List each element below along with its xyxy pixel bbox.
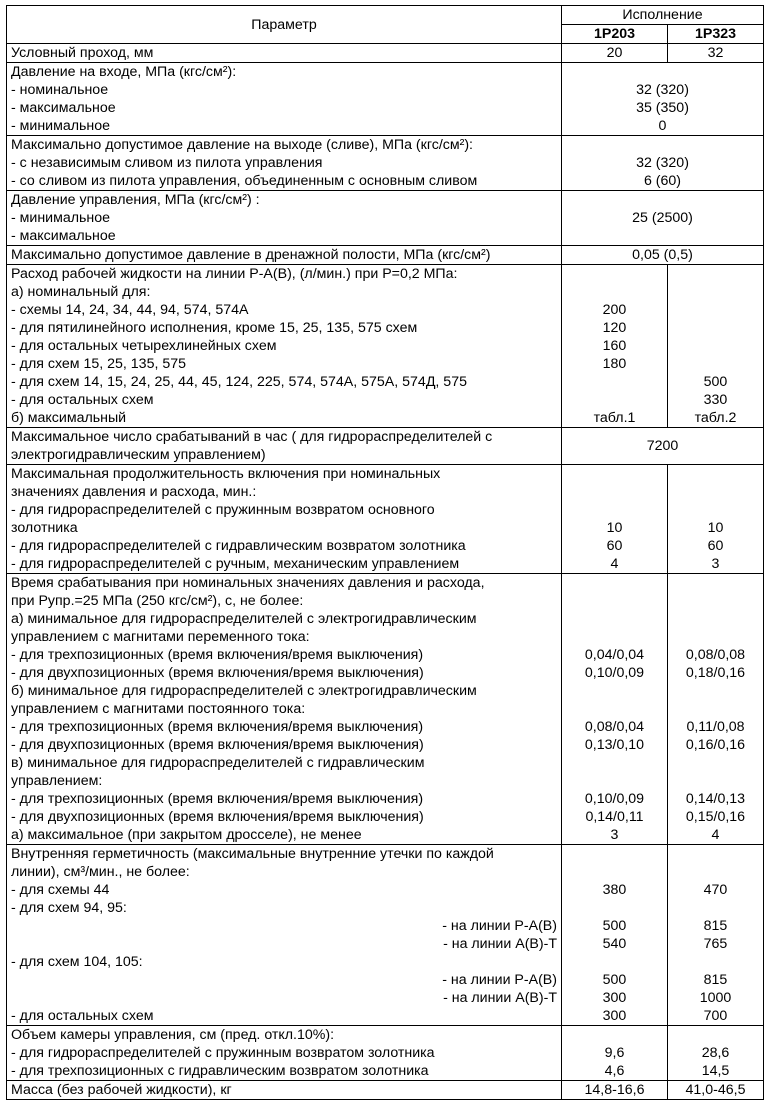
leakage-value: 540 <box>602 936 627 952</box>
duration-line: - для гидрораспределителей с пружинным возвратом основного <box>11 502 435 518</box>
duration-v1 <box>562 465 668 574</box>
duration-value <box>672 501 759 519</box>
inlet-pressure-label <box>7 63 562 136</box>
flow-value <box>566 265 663 283</box>
flow-v2 <box>668 265 764 428</box>
row-nominal-bore <box>7 44 764 63</box>
leakage-value <box>672 863 759 881</box>
outlet-value: 32 (320) <box>636 155 689 171</box>
inlet-pressure-title: Давление на входе, МПа (кгс/см²): <box>11 64 237 80</box>
flow-line: - для остальных схем <box>11 392 154 408</box>
leakage-line: - на линии А(В)-Т <box>443 936 557 952</box>
nominal-bore-v1: 20 <box>562 44 668 63</box>
row-chamber <box>7 1026 764 1081</box>
chamber-line: - для трехпозиционных с гидравлическим возвратом золотника <box>11 1063 429 1079</box>
leakage-value <box>566 899 663 917</box>
row-response-time <box>7 574 764 845</box>
outlet-value: 6 (60) <box>643 173 682 189</box>
duration-value <box>672 465 759 483</box>
response-line: управлением с магнитами переменного тока: <box>11 629 310 645</box>
outlet-pressure-label <box>7 136 562 191</box>
leakage-value: 470 <box>703 882 728 898</box>
response-time-label <box>7 574 562 845</box>
mass-label: Масса (без рабочей жидкости), кг <box>7 1081 562 1100</box>
flow-value <box>566 373 663 391</box>
response-value <box>566 574 663 592</box>
response-value <box>672 628 759 646</box>
response-value: 0,04/0,04 <box>584 647 645 663</box>
duration-value: 10 <box>606 520 623 536</box>
chamber-line: - для гидрораспределителей с пружинным возвратом золотника <box>11 1045 435 1061</box>
leakage-value: 815 <box>703 918 728 934</box>
response-value <box>672 772 759 790</box>
leakage-value: 500 <box>602 972 627 988</box>
response-value <box>672 592 759 610</box>
row-mass <box>7 1081 764 1100</box>
response-value <box>566 592 663 610</box>
response-value <box>566 610 663 628</box>
row-switch-count <box>7 428 764 465</box>
response-line: при Рупр.=25 МПа (250 кгс/см²), с, не более: <box>11 593 304 609</box>
nominal-bore-label: Условный проход, мм <box>7 44 562 63</box>
leakage-value <box>566 863 663 881</box>
chamber-v1 <box>562 1026 668 1081</box>
response-value: 0,11/0,08 <box>686 719 745 735</box>
inlet-item: - минимальное <box>11 118 111 134</box>
duration-value <box>672 483 759 501</box>
flow-label <box>7 265 562 428</box>
chamber-value: 9,6 <box>604 1045 625 1061</box>
inlet-value: 35 (350) <box>636 100 689 116</box>
response-line: Время срабатывания при номинальных значениях давления и расхода, <box>11 575 485 591</box>
flow-line: - схемы 14, 24, 34, 44, 94, 574, 574А <box>11 302 249 318</box>
leakage-line: - для схем 104, 105: <box>11 954 143 970</box>
leakage-value <box>566 953 663 971</box>
response-value: 0,08/0,04 <box>584 719 645 735</box>
flow-value: 200 <box>602 302 627 318</box>
response-value: 0,10/0,09 <box>584 791 645 807</box>
duration-value: 10 <box>707 520 724 536</box>
leakage-value: 765 <box>703 936 728 952</box>
inlet-item: - номинальное <box>11 82 109 98</box>
mass-v1: 14,8-16,6 <box>562 1081 668 1100</box>
duration-value <box>566 483 663 501</box>
outlet-pressure-values <box>562 136 764 191</box>
flow-value <box>672 301 759 319</box>
response-value: 0,14/0,13 <box>685 791 746 807</box>
duration-value: 4 <box>610 556 619 572</box>
duration-value: 3 <box>711 556 720 572</box>
outlet-item: - с независимым сливом из пилота управления <box>11 155 323 171</box>
leakage-line: линии), см³/мин., не более: <box>11 864 190 880</box>
response-value <box>566 628 663 646</box>
chamber-value: 14,5 <box>701 1063 730 1079</box>
flow-value: 500 <box>703 374 728 390</box>
row-control-pressure <box>7 191 764 246</box>
control-pressure-title: Давление управления, МПа (кгс/см²) : <box>11 192 260 208</box>
response-value <box>566 772 663 790</box>
flow-value <box>566 391 663 409</box>
response-value <box>672 610 759 628</box>
response-value <box>566 700 663 718</box>
flow-value: 330 <box>703 392 728 408</box>
leakage-value: 700 <box>703 1008 728 1024</box>
flow-value <box>672 355 759 373</box>
control-pressure-label <box>7 191 562 246</box>
duration-v2 <box>668 465 764 574</box>
leakage-label <box>7 845 562 1026</box>
duration-value: 60 <box>707 538 724 554</box>
switch-count-value: 7200 <box>562 428 764 465</box>
leakage-value: 300 <box>602 1008 627 1024</box>
flow-line: а) номинальный для: <box>11 284 151 300</box>
response-line: - для двухпозиционных (время включения/время выключения) <box>11 737 424 753</box>
flow-line: - для пятилинейного исполнения, кроме 15, 25, 135, 575 схем <box>11 320 418 336</box>
chamber-label <box>7 1026 562 1081</box>
flow-value: 180 <box>602 356 627 372</box>
model-1: 1Р203 <box>562 25 668 44</box>
response-line: управлением: <box>11 773 103 789</box>
flow-line: б) максимальный <box>11 410 127 426</box>
response-value: 3 <box>610 827 619 843</box>
response-value <box>672 754 759 772</box>
row-leakage <box>7 845 764 1026</box>
response-line: - для двухпозиционных (время включения/время выключения) <box>11 809 424 825</box>
leakage-line: - на линии Р-А(В) <box>442 972 557 988</box>
flow-value <box>672 265 759 283</box>
response-line: управлением с магнитами постоянного тока: <box>11 701 306 717</box>
flow-value: табл.1 <box>593 410 636 426</box>
chamber-value <box>672 1026 759 1044</box>
inlet-value: 0 <box>658 118 667 134</box>
flow-value <box>672 337 759 355</box>
response-value: 0,08/0,08 <box>685 647 746 663</box>
response-value: 0,13/0,10 <box>584 737 645 753</box>
duration-value: 60 <box>606 538 623 554</box>
leakage-line: Внутренняя герметичность (максимальные внутренние утечки по каждой <box>11 846 494 862</box>
drain-pressure-label: Максимально допустимое давление в дренажной полости, МПа (кгс/см²) <box>7 246 562 265</box>
leakage-line: - для схем 94, 95: <box>11 900 127 916</box>
leakage-value: 500 <box>602 918 627 934</box>
response-value <box>566 682 663 700</box>
response-value: 0,16/0,16 <box>685 737 746 753</box>
leakage-line: - на линии А(В)-Т <box>443 990 557 1006</box>
chamber-value <box>566 1026 663 1044</box>
leakage-value: 300 <box>602 990 627 1006</box>
leakage-value <box>672 899 759 917</box>
row-flow <box>7 265 764 428</box>
response-line: в) минимальное для гидрораспределителей с гидравлическим <box>11 755 425 771</box>
nominal-bore-v2: 32 <box>668 44 764 63</box>
drain-pressure-value: 0,05 (0,5) <box>562 246 764 265</box>
leakage-line: - для схемы 44 <box>11 882 110 898</box>
chamber-value: 4,6 <box>604 1063 625 1079</box>
leakage-line: - для остальных схем <box>11 1008 154 1024</box>
response-line: - для трехпозиционных (время включения/время выключения) <box>11 791 424 807</box>
response-time-v1 <box>562 574 668 845</box>
control-item: - максимальное <box>11 228 116 244</box>
leakage-value: 380 <box>602 882 627 898</box>
duration-line: золотника <box>11 520 78 536</box>
param-header: Параметр <box>7 6 562 44</box>
response-time-v2 <box>668 574 764 845</box>
model-2: 1Р323 <box>668 25 764 44</box>
flow-v1 <box>562 265 668 428</box>
response-value: 0,15/0,16 <box>685 809 746 825</box>
flow-value <box>566 283 663 301</box>
response-value <box>672 574 759 592</box>
response-line: - для трехпозиционных (время включения/время выключения) <box>11 647 424 663</box>
mass-v2: 41,0-46,5 <box>668 1081 764 1100</box>
leakage-v2 <box>668 845 764 1026</box>
response-line: а) максимальное (при закрытом дросселе), не менее <box>11 827 362 843</box>
inlet-pressure-values <box>562 63 764 136</box>
duration-value <box>566 501 663 519</box>
control-item: - минимальное <box>11 210 111 226</box>
flow-line: Расход рабочей жидкости на линии Р-А(В), (л/мин.) при Р=0,2 МПа: <box>11 266 458 282</box>
response-value: 0,14/0,11 <box>585 809 644 825</box>
response-value: 0,18/0,16 <box>685 665 746 681</box>
inlet-value: 32 (320) <box>636 82 689 98</box>
row-inlet-pressure <box>7 63 764 136</box>
response-value <box>672 682 759 700</box>
row-outlet-pressure <box>7 136 764 191</box>
response-value: 0,10/0,09 <box>584 665 645 681</box>
control-pressure-value: 25 (2500) <box>562 191 764 246</box>
duration-line: - для гидрораспределителей с ручным, механическим управлением <box>11 556 460 572</box>
header-row <box>7 6 764 25</box>
leakage-value: 815 <box>703 972 728 988</box>
response-line: - для двухпозиционных (время включения/время выключения) <box>11 665 424 681</box>
leakage-value <box>566 845 663 863</box>
chamber-value: 28,6 <box>701 1045 730 1061</box>
row-drain-pressure <box>7 246 764 265</box>
response-value: 4 <box>711 827 720 843</box>
response-line: - для трехпозиционных (время включения/время выключения) <box>11 719 424 735</box>
flow-line: - для остальных четырехлинейных схем <box>11 338 277 354</box>
flow-value: табл.2 <box>694 410 737 426</box>
switch-count-label: Максимальное число срабатываний в час ( для гидрораспределителей с электрогидравлическим управлением) <box>7 428 562 465</box>
outlet-pressure-title: Максимально допустимое давление на выходе (сливе), МПа (кгс/см²): <box>11 137 473 153</box>
flow-value: 160 <box>602 338 627 354</box>
leakage-value <box>672 845 759 863</box>
duration-label <box>7 465 562 574</box>
duration-line: Максимальная продолжительность включения при номинальных <box>11 466 441 482</box>
leakage-line: - на линии Р-А(В) <box>442 918 557 934</box>
row-duration <box>7 465 764 574</box>
execution-header: Исполнение <box>562 6 764 25</box>
duration-line: значениях давления и расхода, мин.: <box>11 484 257 500</box>
response-value <box>672 700 759 718</box>
flow-value: 120 <box>602 320 627 336</box>
leakage-value <box>672 953 759 971</box>
flow-value <box>672 283 759 301</box>
flow-line: - для схем 15, 25, 135, 575 <box>11 356 187 372</box>
chamber-v2 <box>668 1026 764 1081</box>
outlet-item: - со сливом из пилота управления, объединенным с основным сливом <box>11 173 478 189</box>
chamber-line: Объем камеры управления, см (пред. откл.10%): <box>11 1027 335 1043</box>
leakage-v1 <box>562 845 668 1026</box>
duration-value <box>566 465 663 483</box>
response-value <box>566 754 663 772</box>
spec-table <box>6 5 764 1100</box>
leakage-value: 1000 <box>699 990 732 1006</box>
duration-line: - для гидрораспределителей с гидравлическим возвратом золотника <box>11 538 466 554</box>
flow-line: - для схем 14, 15, 24, 25, 44, 45, 124, 225, 574, 574А, 575А, 574Д, 575 <box>11 374 467 390</box>
response-line: б) минимальное для гидрораспределителей с электрогидравлическим <box>11 683 477 699</box>
inlet-item: - максимальное <box>11 100 116 116</box>
response-line: а) минимальное для гидрораспределителей с электрогидравлическим <box>11 611 477 627</box>
flow-value <box>672 319 759 337</box>
